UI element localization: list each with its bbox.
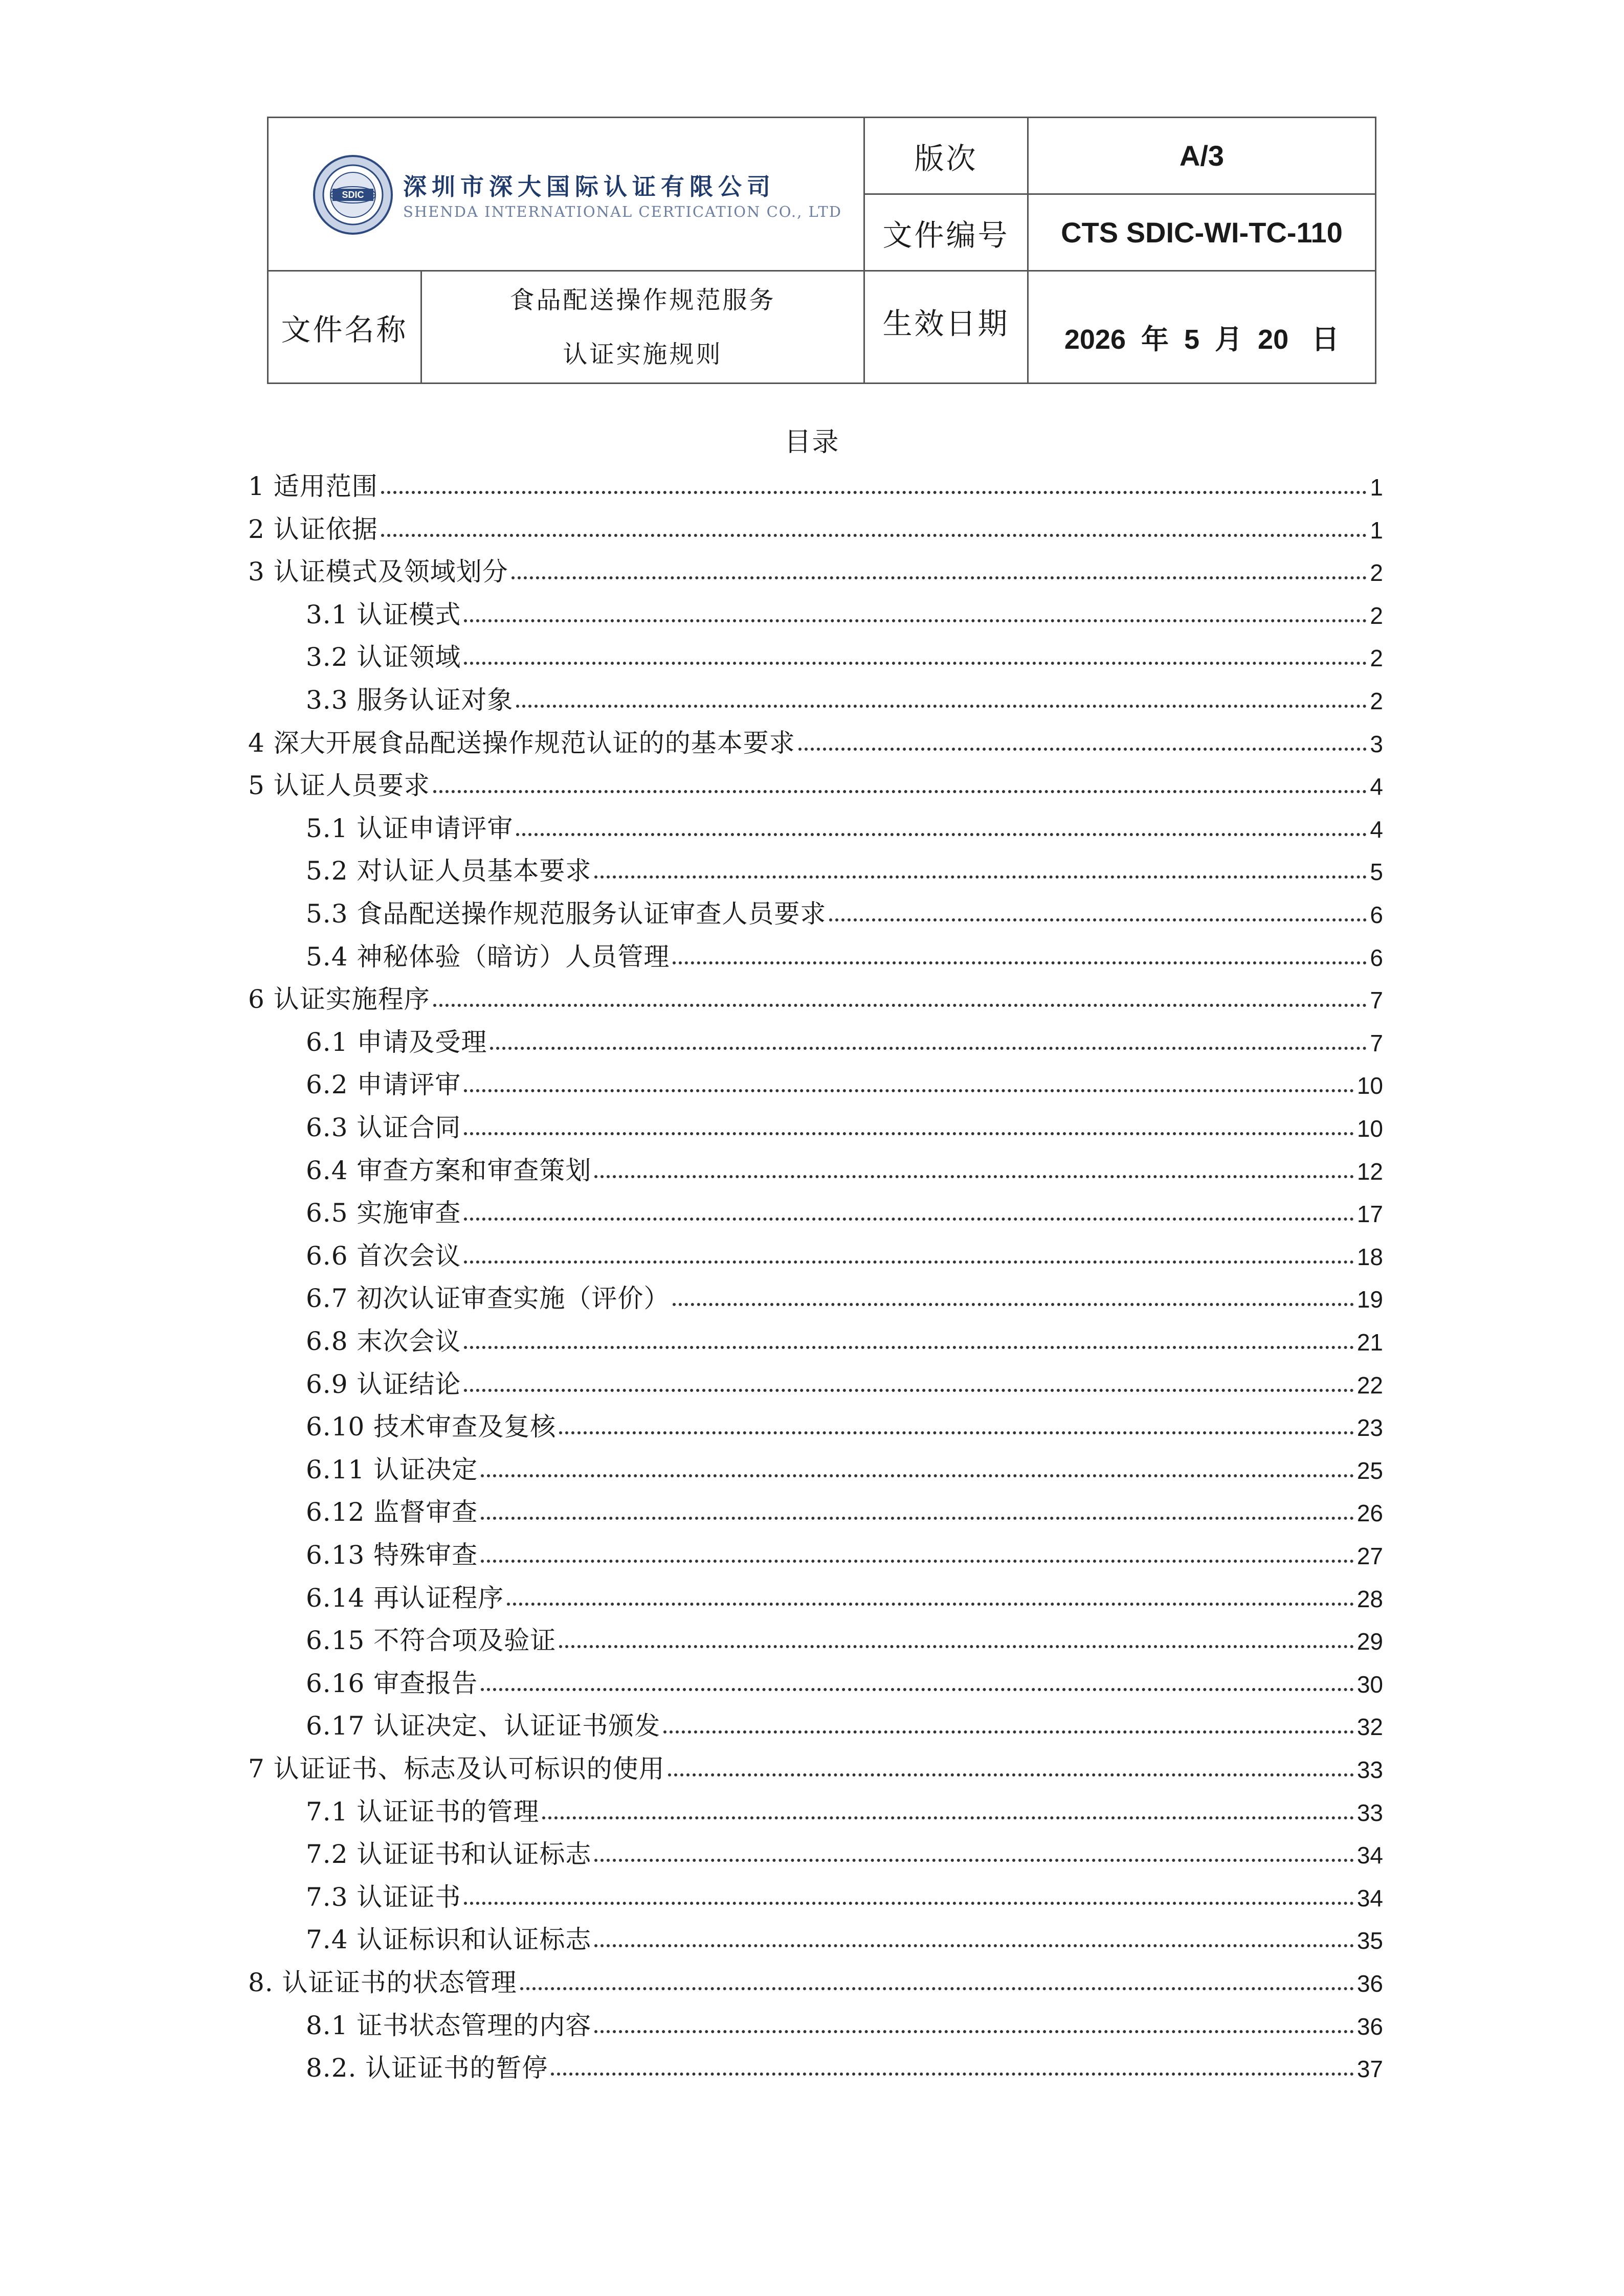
toc-entry-title: 7.4 认证标识和认证标志 (306, 1925, 592, 1955)
company-name-cn: 深圳市深大国际认证有限公司 (403, 173, 775, 200)
toc-entry-title: 2 认证依据 (248, 514, 378, 544)
toc-dot-leader (464, 1089, 1353, 1092)
toc-page-number: 23 (1356, 1414, 1383, 1442)
toc-entry[interactable] (306, 1482, 1383, 1525)
toc-entry-title: 6.1 申请及受理 (306, 1027, 487, 1057)
toc-page-number: 7 (1370, 1029, 1383, 1056)
toc-dot-leader (464, 1132, 1353, 1135)
toc-page-number: 10 (1356, 1072, 1383, 1099)
toc-page-number: 26 (1356, 1500, 1383, 1527)
doc-number-label: 文件编号 (864, 194, 1028, 271)
toc-page-number: 1 (1370, 516, 1383, 544)
toc-dot-leader (464, 619, 1367, 622)
toc-page-number: 6 (1370, 902, 1383, 928)
toc-page-number: 22 (1356, 1371, 1383, 1399)
toc-page-number: 2 (1370, 645, 1383, 672)
toc-entry[interactable] (306, 1782, 1383, 1825)
toc-entry-title: 6.17 认证决定、认证证书颁发 (306, 1711, 661, 1741)
toc-entry-title: 3.1 认证模式 (306, 599, 461, 629)
toc-page-number: 2 (1370, 688, 1383, 714)
toc-page-number: 7 (1370, 987, 1383, 1014)
version-value: A/3 (1028, 118, 1376, 194)
toc-entry-title: 7.3 认证证书 (306, 1882, 461, 1912)
toc-entry[interactable] (248, 1952, 1383, 1995)
toc-page-number: 36 (1356, 1970, 1383, 1997)
toc-entry-title: 6.8 末次会议 (306, 1326, 461, 1356)
company-name-en: SHENDA INTERNATIONAL CERTICATION CO., LTD (403, 203, 842, 220)
toc-entry[interactable] (306, 1653, 1383, 1696)
toc-page-number: 2 (1370, 559, 1383, 587)
toc-page-number: 6 (1370, 944, 1383, 971)
toc-entry[interactable] (248, 499, 1383, 542)
toc-entry[interactable] (306, 1012, 1383, 1055)
toc-entry-title: 5 认证人员要求 (248, 771, 430, 801)
version-label: 版次 (864, 118, 1028, 194)
toc-page-number: 33 (1356, 1799, 1383, 1826)
toc-dot-leader (490, 1047, 1367, 1050)
toc-dot-leader (594, 2030, 1353, 2033)
toc-entry[interactable] (306, 927, 1383, 970)
toc-page-number: 34 (1356, 1884, 1383, 1911)
toc-dot-leader (594, 1944, 1353, 1947)
toc-entry-title: 1 适用范围 (248, 471, 378, 501)
toc-dot-leader (381, 534, 1367, 537)
toc-entry[interactable] (248, 755, 1383, 801)
toc-dot-leader (663, 1730, 1354, 1734)
toc-dot-leader (798, 748, 1367, 751)
toc-dot-leader (511, 576, 1367, 579)
toc-entry-title: 5.3 食品配送操作规范服务认证审查人员要求 (306, 899, 827, 929)
toc-entry-title: 6.2 申请评审 (306, 1070, 461, 1100)
toc-dot-leader (464, 1218, 1353, 1221)
toc-entry-title: 7.1 认证证书的管理 (306, 1796, 540, 1827)
toc-page-number: 2 (1370, 602, 1383, 629)
toc-entry[interactable] (306, 1568, 1383, 1611)
toc-entry[interactable] (306, 584, 1383, 627)
toc-entry[interactable] (306, 1183, 1383, 1226)
toc-entry[interactable] (306, 1054, 1383, 1100)
toc-entry-title: 6.6 首次会议 (306, 1241, 461, 1271)
toc-dot-leader (516, 705, 1367, 708)
toc-entry-title: 6.11 认证决定 (306, 1454, 478, 1484)
toc-entry[interactable] (306, 1097, 1383, 1140)
toc-page-number: 21 (1356, 1329, 1383, 1356)
toc-entry[interactable] (248, 456, 1383, 499)
toc-dot-leader (673, 1303, 1353, 1306)
toc-entry-title: 6.5 实施审查 (306, 1198, 461, 1228)
toc-page-number: 5 (1370, 859, 1383, 886)
toc-entry[interactable] (306, 841, 1383, 884)
toc-page-number: 37 (1356, 2056, 1383, 2083)
toc-entry-title: 6.13 特殊审查 (306, 1540, 478, 1570)
toc-entry-title: 6.10 技术审查及复核 (306, 1412, 557, 1442)
toc-entry[interactable] (306, 1397, 1383, 1442)
toc-dot-leader (433, 1004, 1367, 1007)
toc-entry-title: 6.7 初次认证审查实施（评价） (306, 1284, 670, 1314)
toc-entry[interactable] (306, 1995, 1383, 2038)
toc-dot-leader (594, 875, 1367, 879)
toc-dot-leader (551, 2073, 1354, 2076)
toc-entry-title: 6.4 审查方案和审查策划 (306, 1155, 592, 1185)
toc-dot-leader (464, 662, 1367, 665)
toc-page-number: 4 (1370, 816, 1383, 843)
toc-entry-title: 4 深大开展食品配送操作规范认证的的基本要求 (248, 728, 795, 758)
toc-page-number: 33 (1356, 1757, 1383, 1783)
toc-dot-leader (829, 918, 1367, 921)
toc-dot-leader (433, 790, 1367, 793)
toc-entry[interactable] (306, 1696, 1383, 1739)
toc-page-number: 36 (1356, 2013, 1383, 2040)
toc-entry-title: 3 认证模式及领域划分 (248, 557, 508, 587)
effective-date-value: 2026 年 5 月 20 日 (1028, 271, 1376, 384)
toc-entry[interactable] (248, 713, 1383, 756)
toc-dot-leader (594, 1175, 1353, 1178)
toc-page-number: 19 (1356, 1286, 1383, 1313)
toc-dot-leader (559, 1431, 1354, 1434)
toc-entry-title: 8. 认证证书的状态管理 (248, 1968, 517, 1997)
toc-entry[interactable] (306, 1268, 1383, 1314)
toc-page-number: 25 (1356, 1457, 1383, 1484)
toc-page-number: 17 (1356, 1201, 1383, 1228)
toc-entry[interactable] (306, 2038, 1383, 2081)
toc-entry[interactable] (306, 1909, 1383, 1955)
toc-dot-leader (542, 1816, 1353, 1819)
toc-dot-leader (481, 1560, 1354, 1563)
toc-dot-leader (464, 1389, 1353, 1392)
toc-entry[interactable] (306, 798, 1383, 841)
toc-page-number: 28 (1356, 1585, 1383, 1612)
toc-page-number: 34 (1356, 1842, 1383, 1869)
toc-page-number: 35 (1356, 1927, 1383, 1954)
toc-entry[interactable] (248, 1739, 1383, 1782)
toc-dot-leader (481, 1517, 1354, 1520)
toc-entry[interactable] (248, 969, 1383, 1015)
toc-page-number: 27 (1356, 1543, 1383, 1569)
toc-dot-leader (516, 833, 1367, 836)
toc-entry[interactable] (306, 670, 1383, 713)
toc-dot-leader (481, 1474, 1354, 1477)
toc-entry-title: 8.2. 认证证书的暂停 (306, 2053, 548, 2083)
logo-text: SDIC (342, 190, 364, 200)
toc-entry-title: 6.15 不符合项及验证 (306, 1626, 557, 1656)
toc-dot-leader (507, 1603, 1354, 1606)
toc-entry[interactable] (306, 1226, 1383, 1269)
toc-page-number: 29 (1356, 1628, 1383, 1655)
doc-number-value: CTS SDIC-WI-TC-110 (1028, 194, 1376, 271)
toc-page-number: 1 (1370, 474, 1383, 501)
toc-dot-leader (464, 1346, 1353, 1349)
toc-entry-title: 6.3 认证合同 (306, 1113, 461, 1142)
toc-page-number: 4 (1370, 773, 1383, 800)
toc-dot-leader (464, 1260, 1353, 1264)
toc-entry-title: 7.2 认证证书和认证标志 (306, 1839, 592, 1870)
toc-entry-title: 6 认证实施程序 (248, 984, 430, 1015)
toc-entry-title: 7 认证证书、标志及认可标识的使用 (248, 1754, 665, 1784)
toc-entry-title: 6.16 审查报告 (306, 1668, 478, 1698)
toc-dot-leader (381, 491, 1367, 494)
toc-entry-title: 5.2 对认证人员基本要求 (306, 856, 592, 886)
toc-entry[interactable] (306, 1439, 1383, 1482)
toc-heading: 目录 (784, 427, 840, 458)
toc-entry-title: 5.4 神秘体验（暗访）人员管理 (306, 941, 670, 972)
toc-entry[interactable] (306, 627, 1383, 670)
toc-dot-leader (520, 1987, 1354, 1990)
toc-entry[interactable] (306, 884, 1383, 927)
toc-entry[interactable] (306, 1140, 1383, 1183)
toc-entry-title: 6.12 监督审查 (306, 1497, 478, 1527)
toc-entry[interactable] (306, 1824, 1383, 1870)
toc-page-number: 18 (1356, 1243, 1383, 1270)
toc-entry-title: 3.3 服务认证对象 (306, 685, 514, 715)
doc-name-line-2: 认证实施规则 (563, 340, 723, 369)
doc-name-label: 文件名称 (268, 271, 421, 384)
doc-name-line-1: 食品配送操作规范服务 (509, 285, 776, 314)
toc-entry[interactable] (306, 1867, 1383, 1910)
toc-entry-title: 6.14 再认证程序 (306, 1583, 504, 1613)
effective-date-label: 生效日期 (864, 271, 1028, 384)
toc-entry[interactable] (306, 1311, 1383, 1354)
toc-dot-leader (464, 1902, 1353, 1905)
toc-page-number: 3 (1370, 730, 1383, 757)
toc-entry-title: 3.2 认证领域 (306, 642, 461, 672)
toc-page-number: 12 (1356, 1158, 1383, 1185)
toc-dot-leader (668, 1773, 1354, 1776)
toc-dot-leader (673, 961, 1367, 964)
toc-entry-title: 6.9 认证结论 (306, 1369, 461, 1399)
toc-dot-leader (559, 1645, 1354, 1648)
toc-entry[interactable] (306, 1525, 1383, 1568)
toc-dot-leader (594, 1859, 1353, 1862)
toc-page-number: 30 (1356, 1671, 1383, 1698)
toc-entry[interactable] (248, 542, 1383, 587)
toc-entry-title: 5.1 认证申请评审 (306, 813, 514, 843)
toc-entry[interactable] (306, 1354, 1383, 1397)
toc-page-number: 10 (1356, 1115, 1383, 1142)
toc-page-number: 32 (1356, 1714, 1383, 1741)
toc-entry-title: 8.1 证书状态管理的内容 (306, 2010, 592, 2040)
toc-dot-leader (481, 1688, 1354, 1691)
toc-entry[interactable] (306, 1610, 1383, 1656)
